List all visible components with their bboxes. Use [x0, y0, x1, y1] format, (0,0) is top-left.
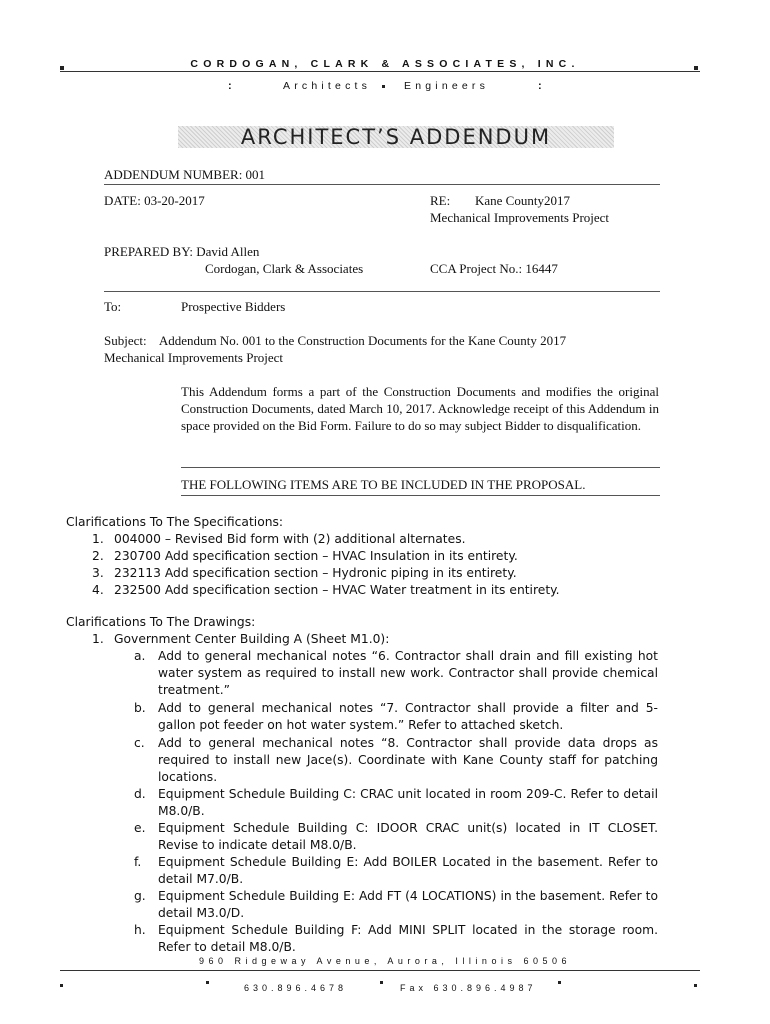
subitem-letter: f. [134, 855, 142, 869]
bullet-icon [558, 981, 561, 984]
subitem-d [134, 786, 658, 820]
list-number: 4. [92, 583, 104, 597]
prepared-firm: Cordogan, Clark & Associates [205, 261, 364, 276]
subtitle-architects: Architects [283, 80, 372, 92]
divider [181, 467, 660, 468]
re-label: RE: [430, 193, 451, 208]
footer-address: 960 Ridgeway Avenue, Aurora, Illinois 60506 [199, 956, 571, 966]
subitem-g [134, 888, 658, 922]
bullet-icon [60, 66, 64, 70]
subitem-h [134, 922, 658, 956]
subitem-text: Add to general mechanical notes “7. Contractor shall provide a filter and 5-gallon pot feeder on hot water system.” Refer to attached sketch. [158, 701, 658, 732]
list-number: 3. [92, 566, 104, 580]
list-text: 004000 – Revised Bid form with (2) additional alternates. [114, 532, 466, 546]
to-label: To: [104, 299, 122, 314]
subitem-text: Add to general mechanical notes “8. Contractor shall provide data drops as required to install new Jace(s). Coordinate with Kane County staff for patching locations. [158, 736, 658, 784]
footer-fax: Fax 630.896.4987 [400, 983, 537, 993]
list-item [92, 582, 662, 599]
subitem-text: Equipment Schedule Building E: Add FT (4 LOCATIONS) in the basement. Refer to detail M3.0/D. [158, 889, 658, 920]
bullet-icon [206, 981, 209, 984]
subitem-b [134, 700, 658, 734]
bullet-icon [60, 984, 63, 987]
drawings-item-number: 1. [92, 632, 104, 646]
addendum-body-paragraph: This Addendum forms a part of the Construction Documents and modifies the original Construction Documents, dated March 10, 2017. Acknowledge receipt of this Addendum in space provided on the Bid Form. Failure to do so may subject Bidder to disqualification. [181, 384, 659, 433]
subitem-letter: b. [134, 701, 146, 715]
list-item [92, 531, 662, 548]
list-text: 232113 Add specification section – Hydronic piping in its entirety. [114, 566, 517, 580]
letterhead-rule [60, 71, 700, 72]
subitem-text: Add to general mechanical notes “6. Contractor shall drain and fill existing hot water system as required to install new work. Contractor shall provide chemical treatment.” [158, 649, 658, 697]
divider [181, 495, 660, 496]
subitem-c [134, 735, 658, 786]
subitem-letter: d. [134, 787, 146, 801]
list-item [92, 548, 662, 565]
list-item [92, 565, 662, 582]
colon-mark-right: : [538, 80, 542, 92]
subitem-letter: c. [134, 736, 145, 750]
subitem-text: Equipment Schedule Building C: IDOOR CRAC unit(s) located in IT CLOSET. Revise to indicate detail M8.0/B. [158, 821, 658, 852]
document-title: ARCHITECT’S ADDENDUM [240, 125, 552, 149]
bullet-icon [382, 85, 385, 88]
subitem-text: Equipment Schedule Building C: CRAC unit located in room 209-C. Refer to detail M8.0/B. [158, 787, 658, 818]
bullet-icon [694, 66, 698, 70]
to-value: Prospective Bidders [181, 299, 286, 314]
addendum-number: ADDENDUM NUMBER: 001 [104, 167, 266, 182]
subtitle-engineers: Engineers [404, 80, 490, 92]
drawings-heading: Clarifications To The Drawings: [66, 615, 256, 629]
specs-list [92, 531, 662, 599]
subitem-a [134, 648, 658, 699]
date: DATE: 03-20-2017 [104, 193, 205, 208]
drawings-item-text: Government Center Building A (Sheet M1.0): [114, 632, 390, 646]
re-line-2: Mechanical Improvements Project [430, 210, 610, 225]
list-text: 232500 Add specification section – HVAC Water treatment in its entirety. [114, 583, 560, 597]
prepared-by: PREPARED BY: David Allen [104, 244, 260, 259]
specs-heading: Clarifications To The Specifications: [66, 515, 284, 529]
subitem-letter: e. [134, 821, 146, 835]
list-number: 1. [92, 532, 104, 546]
subitem-text: Equipment Schedule Building F: Add MINI SPLIT located in the storage room. Refer to detail M8.0/B. [158, 923, 658, 954]
subitem-letter: a. [134, 649, 146, 663]
divider [104, 184, 660, 185]
included-items-heading: THE FOLLOWING ITEMS ARE TO BE INCLUDED IN THE PROPOSAL. [181, 477, 586, 492]
subitem-f [134, 854, 658, 888]
firm-name: CORDOGAN, CLARK & ASSOCIATES, INC. [190, 58, 580, 70]
divider [104, 291, 660, 292]
colon-mark-left: : [228, 80, 232, 92]
footer-phone: 630.896.4678 [244, 983, 348, 993]
subject-line-2: Mechanical Improvements Project [104, 350, 284, 365]
bullet-icon [694, 984, 697, 987]
subitem-letter: g. [134, 889, 146, 903]
cca-project-number: CCA Project No.: 16447 [430, 261, 558, 276]
re-line-1: Kane County2017 [475, 193, 570, 208]
list-number: 2. [92, 549, 104, 563]
list-text: 230700 Add specification section – HVAC Insulation in its entirety. [114, 549, 518, 563]
subject-line-1: Subject: Addendum No. 001 to the Construction Documents for the Kane County 2017 [104, 333, 567, 348]
subitem-e [134, 820, 658, 854]
footer-rule [60, 970, 700, 971]
bullet-icon [380, 981, 383, 984]
subitem-letter: h. [134, 923, 146, 937]
subitem-text: Equipment Schedule Building E: Add BOILER Located in the basement. Refer to detail M7.0/B. [158, 855, 658, 886]
